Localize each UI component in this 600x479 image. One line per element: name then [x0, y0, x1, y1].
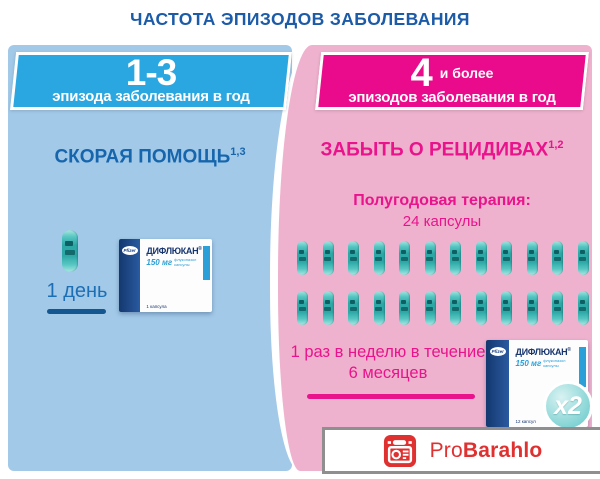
pack-spine: [486, 340, 509, 427]
right-headline-references: 1,2: [548, 139, 564, 151]
diflucan-pack-left: [119, 239, 212, 312]
therapy-title: Полугодовая терапия:: [353, 192, 531, 209]
right-banner-subtitle: эпизодов заболевания в год: [348, 88, 556, 106]
capsule-icon: [578, 241, 589, 275]
page-title: ЧАСТОТА ЭПИЗОДОВ ЗАБОЛЕВАНИЯ: [130, 9, 470, 29]
duration-label-left: 1 день: [46, 280, 108, 302]
probarahlo-radio-icon: [383, 434, 417, 468]
pack-capsule-count: 12 капсул: [515, 419, 536, 424]
capsule-icon: [476, 241, 487, 275]
capsule-icon: [297, 291, 308, 325]
capsule-icon: [425, 291, 436, 325]
capsule-icon: [552, 241, 563, 275]
pack-brand-name: ДИФЛЮКАН®: [146, 246, 202, 256]
capsule-icon: [399, 241, 410, 275]
capsule-icon: [374, 241, 385, 275]
left-header-banner: [10, 52, 292, 110]
capsule-icon: [425, 241, 436, 275]
capsule-icon: [348, 241, 359, 275]
capsule-icon: [501, 241, 512, 275]
right-header-banner: [315, 52, 589, 110]
capsule-icon: [578, 291, 589, 325]
right-headline: ЗАБЫТЬ О РЕЦИДИВАХ$^{1,2}$: [320, 139, 564, 161]
pack-blue-stripe: [579, 347, 586, 387]
capsule-icon: [450, 291, 461, 325]
pack-substance: флуконазол капсулы: [543, 358, 566, 368]
left-headline-references: 1,3: [230, 146, 246, 158]
left-banner-subtitle: эпизода заболевания в год: [52, 88, 250, 105]
capsule-icon: [323, 291, 334, 325]
pack-dose: 150 мг: [515, 359, 542, 368]
pack-spine: [119, 239, 140, 312]
capsule-icon: [399, 291, 410, 325]
left-headline: СКОРАЯ ПОМОЩЬ$^{1,3}$: [54, 146, 246, 168]
pfizer-logo: Pfizer: [123, 248, 136, 253]
right-banner-number: 4: [410, 50, 432, 95]
schedule-text: 1 раз в неделю в течение 6 месяцев: [290, 343, 486, 382]
right-banner-more-label: и более: [439, 64, 494, 81]
capsule-icon: [450, 241, 461, 275]
capsule-icon: [527, 241, 538, 275]
left-banner-number: 1-3: [125, 52, 177, 93]
capsule-icon: [374, 291, 385, 325]
single-capsule-group: [62, 230, 78, 272]
capsule-icon: [348, 291, 359, 325]
capsule-icon: [323, 241, 334, 275]
duration-underline-left: [47, 309, 106, 314]
capsule-icon: [476, 291, 487, 325]
pfizer-logo: Pfizer: [491, 349, 504, 354]
pack-blue-stripe: [203, 246, 210, 280]
x2-multiplier-badge: x2: [543, 381, 593, 431]
capsule-icon: [62, 230, 78, 272]
schedule-underline: [307, 394, 475, 399]
capsule-icon: [297, 241, 308, 275]
therapy-capsule-count: 24 капсулы: [402, 213, 482, 230]
pack-dose: 150 мг: [146, 258, 173, 267]
pack-brand-name: ДИФЛЮКАН®: [515, 347, 571, 357]
pack-capsule-count: 1 капсула: [146, 304, 167, 309]
capsule-grid: [297, 241, 589, 325]
probarahlo-watermark: [322, 427, 600, 474]
probarahlo-label: ProBarahlo: [429, 438, 543, 462]
capsule-icon: [527, 291, 538, 325]
capsule-icon: [501, 291, 512, 325]
pack-substance: флуконазол капсулы: [174, 257, 197, 267]
capsule-icon: [552, 291, 563, 325]
